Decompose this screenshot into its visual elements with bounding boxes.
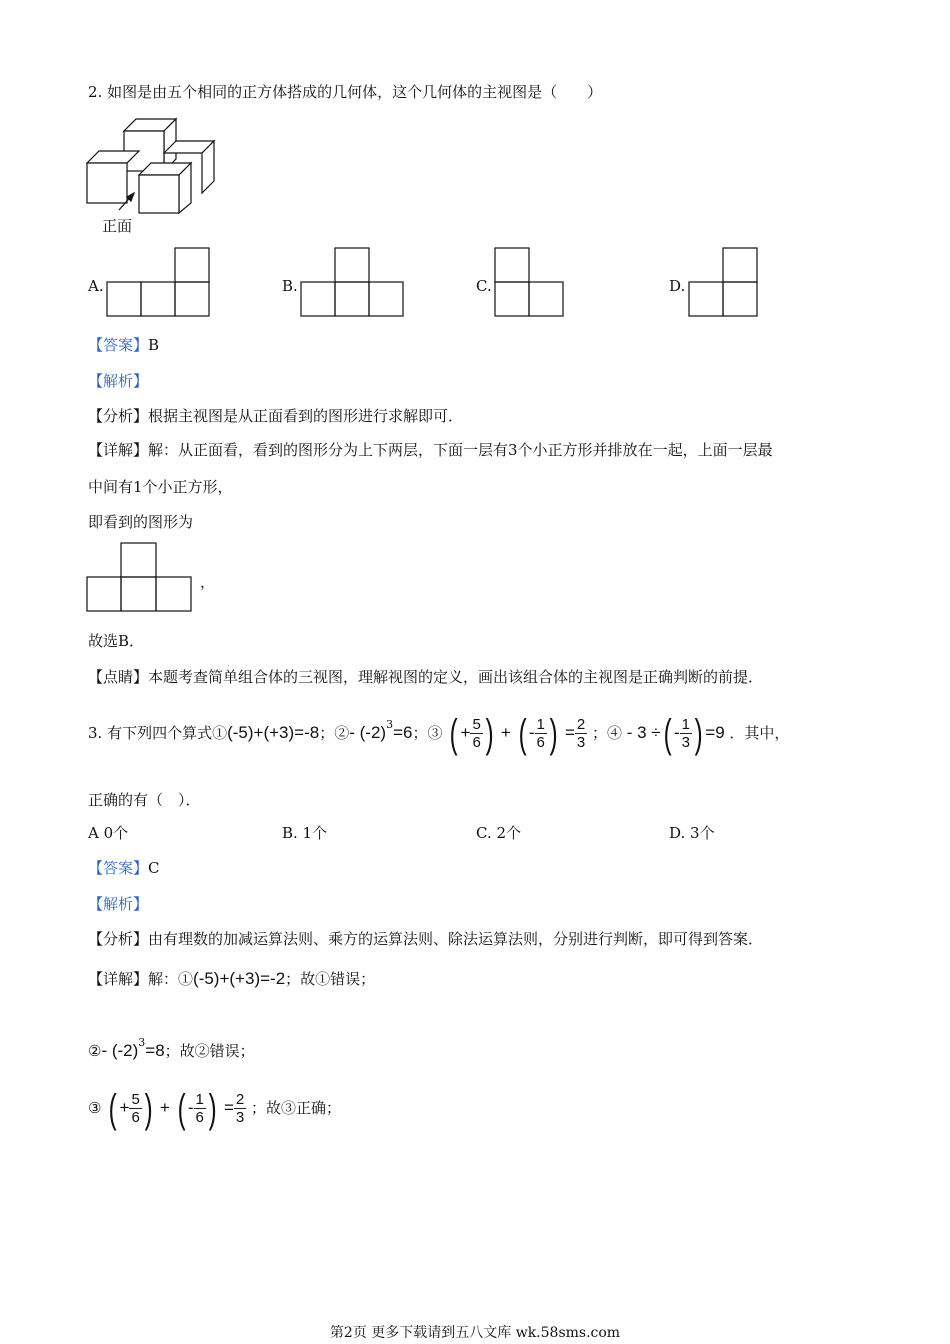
d3-prefix: ③ (88, 1099, 102, 1117)
answer-tag: 【答案】 (88, 859, 149, 877)
q3-sep3: ；④ (591, 724, 622, 742)
q2-stem: 2. 如图是由五个相同的正方体搭成的几何体，这个几何体的主视图是（ ） (88, 83, 603, 101)
answer-figure (86, 542, 192, 612)
q2-answer (88, 335, 159, 355)
detail-prefix: 解：① (148, 970, 194, 988)
q3-option-c: C. 2个 (476, 824, 522, 842)
detail-text: 解：从正面看，看到的图形分为上下两层，下面一层有3个小正方形并排放在一起，上面一层最 (148, 441, 773, 459)
q3-expr2-a: - (-2) (349, 723, 387, 742)
d3-tail: ；故③正确； (250, 1099, 341, 1117)
q3-expr4: - 3 ÷( - $\frac{1}{3}$ ) =9 (626, 711, 725, 756)
d2-tail: ；故②错误； (164, 1042, 255, 1060)
option-d-label: D. (669, 277, 686, 295)
option-a-figure (106, 247, 210, 317)
cube-figure (84, 115, 224, 225)
d2-exp: 3 (138, 1036, 146, 1049)
q3-option-a: A 0个 (88, 824, 129, 842)
fenxi-text: 由有理数的加减运算法则、乘方的运算法则、除法运算法则，分别进行判断，即可得到答案． (148, 930, 764, 948)
fenxi-text: 根据主视图是从正面看到的图形进行求解即可． (148, 407, 464, 425)
d1-tail: ；故①错误； (285, 970, 376, 988)
q2-detail-line2: 中间有1个小正方形， (88, 478, 233, 496)
front-label: 正面 (102, 217, 133, 235)
q3-expr2-b: =6 (393, 723, 413, 742)
q3-answer (88, 858, 160, 878)
detail-tag: 【详解】 (88, 970, 149, 988)
option-a-label: A. (88, 277, 104, 295)
answer-value: B (148, 336, 160, 354)
q3-sep1: ；② (319, 724, 350, 742)
q3-fenxi (88, 929, 763, 949)
q3-stem-line2: 正确的有（ ）． (88, 791, 201, 809)
d3-expr: ( + $\frac{5}{6}$ ) + ( - $\frac{1}{6}$ ) = $\frac{2}{3}$ (108, 1086, 245, 1131)
q3-detail-2 (88, 1028, 255, 1066)
answer-value: C (148, 859, 160, 877)
option-b-figure (300, 247, 404, 317)
q2-analysis-tag: 【解析】 (88, 372, 149, 390)
q3-detail-3 (88, 1080, 341, 1136)
fenxi-tag: 【分析】 (88, 407, 149, 425)
q2-dianjing (88, 667, 763, 687)
d2-expr-a: - (-2) (101, 1041, 139, 1060)
q2-detail-line1 (88, 440, 773, 460)
figure-comma: ， (200, 573, 216, 591)
option-b-label: B. (282, 277, 298, 295)
dianjing-tag: 【点睛】 (88, 668, 149, 686)
q2-choose: 故选B． (88, 632, 145, 650)
d2-prefix: ② (88, 1042, 102, 1060)
page-footer: 第2页 更多下载请到五八文库 wk.58sms.com (329, 1325, 621, 1341)
q2-detail-line3: 即看到的图形为 (88, 513, 194, 531)
d1-expr: (-5)+(+3)=-2 (193, 969, 286, 988)
q3-expr1: (-5)+(+3)=-8 (227, 723, 320, 742)
option-d-figure (688, 247, 758, 317)
q3-expr3: ( + $\frac{5}{6}$ ) + ( - $\frac{1}{6}$ ) = $\frac{2}{3}$ (449, 711, 586, 756)
q3-stem-prefix: 3. 有下列四个算式① (88, 724, 228, 742)
q2-fenxi (88, 406, 463, 426)
fenxi-tag: 【分析】 (88, 930, 149, 948)
detail-tag: 【详解】 (88, 441, 149, 459)
answer-tag: 【答案】 (88, 336, 149, 354)
option-c-label: C. (476, 277, 492, 295)
option-c-figure (494, 247, 564, 317)
dianjing-text: 本题考查简单组合体的三视图，理解视图的定义，画出该组合体的主视图是正确判断的前提． (148, 668, 764, 686)
q3-stem-suffix: ．其中， (729, 724, 790, 742)
q3-option-d: D. 3个 (669, 824, 715, 842)
q3-option-b: B. 1个 (282, 824, 328, 842)
q3-sep2: ；③ (412, 724, 443, 742)
q3-detail-1 (88, 964, 375, 994)
d2-expr-b: =8 (145, 1041, 165, 1060)
q3-analysis-tag: 【解析】 (88, 895, 149, 913)
q3-expr2-exp: 3 (386, 718, 394, 731)
q3-stem-line1 (88, 697, 790, 756)
